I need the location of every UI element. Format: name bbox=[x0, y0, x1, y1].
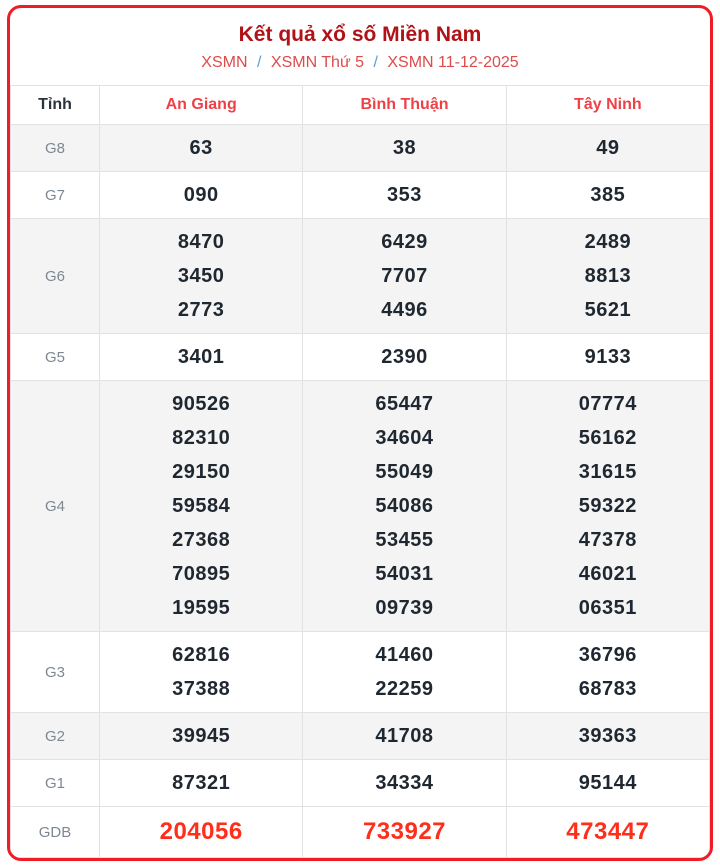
prize-cell bbox=[100, 219, 303, 334]
page-title: Kết quả xổ số Miền Nam bbox=[238, 23, 482, 46]
prize-row-gdb bbox=[11, 807, 710, 858]
prize-value: 090 bbox=[183, 184, 219, 206]
prize-value: 07774 bbox=[578, 393, 637, 415]
prize-value: 7707 bbox=[381, 265, 428, 287]
prize-label: G3 bbox=[11, 632, 100, 713]
prize-cell bbox=[506, 760, 709, 807]
prize-label: G6 bbox=[11, 219, 100, 334]
prize-cell bbox=[100, 632, 303, 713]
breadcrumb-link-xsmn[interactable]: XSMN bbox=[201, 54, 248, 71]
prize-value: 8470 bbox=[177, 231, 225, 253]
prize-cell bbox=[506, 334, 709, 381]
prize-cell bbox=[303, 807, 506, 858]
prize-row-g8 bbox=[11, 125, 710, 172]
prize-value: 5621 bbox=[584, 299, 632, 321]
prize-cell bbox=[100, 172, 303, 219]
prize-value: 29150 bbox=[172, 461, 231, 483]
prize-value: 41460 bbox=[375, 644, 434, 666]
prize-value: 6429 bbox=[381, 231, 428, 253]
prize-cell bbox=[506, 713, 709, 760]
jackpot-value: 204056 bbox=[159, 818, 243, 845]
prize-value: 41708 bbox=[375, 725, 434, 747]
table-header-row bbox=[11, 86, 710, 125]
prize-cell bbox=[100, 807, 303, 858]
prize-value: 82310 bbox=[172, 427, 231, 449]
lottery-results-card bbox=[7, 5, 713, 861]
prize-cell bbox=[506, 125, 709, 172]
prize-row-g4 bbox=[11, 381, 710, 632]
prize-label: G4 bbox=[11, 381, 100, 632]
prize-cell bbox=[100, 381, 303, 632]
prize-value: 95144 bbox=[578, 772, 637, 794]
prize-value: 22259 bbox=[375, 678, 434, 700]
prize-value: 53455 bbox=[375, 529, 434, 551]
prize-cell bbox=[100, 760, 303, 807]
prize-value: 47378 bbox=[578, 529, 637, 551]
breadcrumb-link-xsmn-date[interactable]: XSMN 11-12-2025 bbox=[387, 54, 519, 71]
prize-value: 59584 bbox=[172, 495, 231, 517]
prize-row-g5 bbox=[11, 334, 710, 381]
prize-cell bbox=[100, 125, 303, 172]
prize-value: 62816 bbox=[172, 644, 231, 666]
breadcrumb-separator: / bbox=[373, 54, 378, 71]
prize-value: 46021 bbox=[578, 563, 637, 585]
prize-value: 3401 bbox=[177, 346, 225, 368]
prize-value: 2489 bbox=[584, 231, 632, 253]
prize-value: 68783 bbox=[578, 678, 637, 700]
column-header-tay-ninh[interactable]: Tây Ninh bbox=[506, 86, 709, 125]
prize-value: 87321 bbox=[172, 772, 231, 794]
prize-label: G1 bbox=[11, 760, 100, 807]
prize-value: 2773 bbox=[177, 299, 225, 321]
prize-value: 3450 bbox=[177, 265, 225, 287]
prize-value: 39363 bbox=[578, 725, 637, 747]
prize-value: 70895 bbox=[172, 563, 231, 585]
prize-value: 353 bbox=[387, 184, 422, 206]
prize-row-g2 bbox=[11, 713, 710, 760]
prize-row-g7 bbox=[11, 172, 710, 219]
prize-value: 31615 bbox=[578, 461, 637, 483]
prize-value: 4496 bbox=[381, 299, 428, 321]
prize-label: G8 bbox=[11, 125, 100, 172]
prize-cell bbox=[506, 219, 709, 334]
prize-value: 55049 bbox=[375, 461, 434, 483]
jackpot-value: 733927 bbox=[362, 818, 447, 845]
prize-cell bbox=[303, 172, 506, 219]
prize-value: 06351 bbox=[578, 597, 637, 619]
prize-cell bbox=[303, 125, 506, 172]
prize-row-g1 bbox=[11, 760, 710, 807]
column-header-an-giang[interactable]: An Giang bbox=[100, 86, 303, 125]
prize-value: 9133 bbox=[584, 346, 632, 368]
prize-value: 37388 bbox=[172, 678, 231, 700]
prize-value: 65447 bbox=[375, 393, 434, 415]
prize-cell bbox=[303, 381, 506, 632]
prize-cell bbox=[506, 632, 709, 713]
prize-cell bbox=[506, 807, 709, 858]
prize-value: 59322 bbox=[578, 495, 637, 517]
breadcrumb-separator: / bbox=[256, 54, 262, 71]
column-header-binh-thuan[interactable]: Bình Thuận bbox=[303, 86, 506, 125]
prize-cell bbox=[303, 219, 506, 334]
prize-row-g6 bbox=[11, 219, 710, 334]
prize-cell bbox=[303, 713, 506, 760]
prize-value: 38 bbox=[392, 137, 417, 159]
prize-value: 56162 bbox=[578, 427, 637, 449]
results-table bbox=[10, 85, 710, 858]
prize-row-g3 bbox=[11, 632, 710, 713]
prize-cell bbox=[506, 172, 709, 219]
prize-cell bbox=[100, 713, 303, 760]
prize-value: 49 bbox=[596, 137, 620, 159]
prize-value: 8813 bbox=[584, 265, 632, 287]
prize-label: G5 bbox=[11, 334, 100, 381]
prize-label: G7 bbox=[11, 172, 100, 219]
breadcrumb bbox=[10, 54, 710, 72]
prize-cell bbox=[303, 334, 506, 381]
prize-value: 2390 bbox=[381, 346, 428, 368]
breadcrumb-link-xsmn-day[interactable]: XSMN Thứ 5 bbox=[270, 54, 364, 71]
prize-value: 19595 bbox=[172, 597, 231, 619]
prize-cell bbox=[100, 334, 303, 381]
prize-value: 34604 bbox=[375, 427, 434, 449]
prize-value: 54031 bbox=[375, 563, 434, 585]
province-column-label: Tỉnh bbox=[11, 86, 100, 125]
prize-value: 09739 bbox=[375, 597, 434, 619]
prize-label: G2 bbox=[11, 713, 100, 760]
prize-value: 39945 bbox=[172, 725, 231, 747]
prize-value: 27368 bbox=[172, 529, 231, 551]
prize-value: 36796 bbox=[578, 644, 637, 666]
prize-value: 90526 bbox=[172, 393, 231, 415]
jackpot-value: 473447 bbox=[566, 818, 650, 845]
prize-value: 385 bbox=[590, 184, 626, 206]
prize-cell bbox=[303, 632, 506, 713]
prize-value: 34334 bbox=[375, 772, 434, 794]
prize-cell bbox=[506, 381, 709, 632]
prize-label: GDB bbox=[11, 807, 100, 858]
prize-value: 63 bbox=[189, 137, 213, 159]
prize-value: 54086 bbox=[375, 495, 434, 517]
prize-cell bbox=[303, 760, 506, 807]
